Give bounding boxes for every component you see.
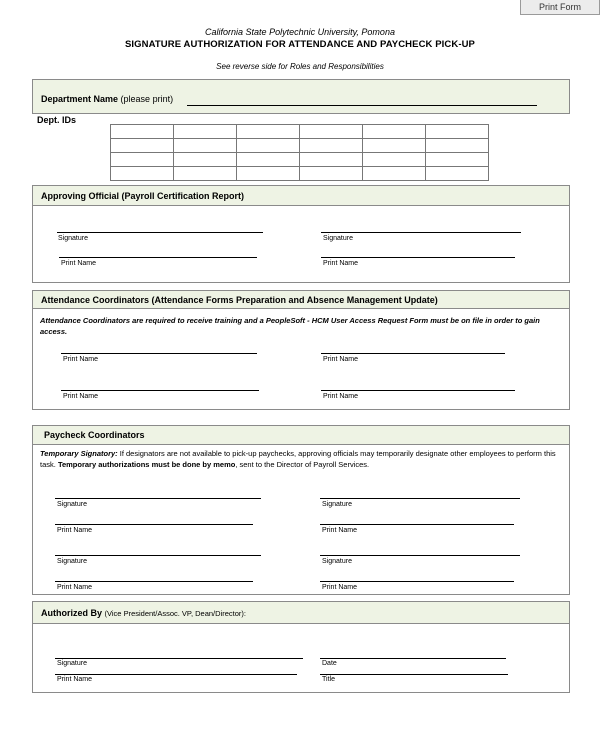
approving-official-section [32, 185, 570, 283]
paycheck-coordinators-section [32, 425, 570, 595]
authorized-date-field[interactable] [320, 658, 506, 659]
approving-signature-2-field[interactable] [321, 232, 521, 233]
attendance-coordinators-header: Attendance Coordinators (Attendance Forms Preparation and Absence Management Update) [33, 291, 569, 309]
authorized-by-header [33, 602, 569, 624]
paycheck-print-name-4-field[interactable] [320, 581, 514, 582]
university-name: California State Polytechnic University, Pomona [205, 27, 395, 37]
print-name-label: Print Name [322, 527, 358, 534]
paycheck-note [40, 448, 565, 470]
authorized-by-hint: (Vice President/Assoc. VP, Dean/Director): [104, 609, 246, 618]
attendance-print-name-4-field[interactable] [321, 390, 515, 391]
signature-label: Signature [57, 558, 87, 565]
title-label: Title [322, 676, 335, 683]
approving-print-name-1-field[interactable] [59, 257, 257, 258]
form-title: SIGNATURE AUTHORIZATION FOR ATTENDANCE AND PAYCHECK PICK-UP [124, 39, 475, 50]
form-subtitle: See reverse side for Roles and Responsibilities [216, 62, 384, 71]
print-form-button[interactable]: Print Form [520, 0, 600, 15]
department-label: Department Name [41, 94, 119, 104]
approving-print-name-2-field[interactable] [321, 257, 515, 258]
print-name-label: Print Name [63, 393, 99, 400]
paycheck-note-bold: Temporary authorizations must be done by memo [57, 460, 236, 469]
signature-label: Signature [57, 501, 87, 508]
paycheck-signature-3-field[interactable] [55, 555, 261, 556]
department-section [32, 79, 570, 114]
signature-label: Signature [322, 558, 352, 565]
print-name-label: Print Name [57, 584, 93, 591]
signature-label: Signature [323, 235, 353, 242]
approving-signature-1-field[interactable] [57, 232, 263, 233]
authorized-title-field[interactable] [320, 674, 508, 675]
print-name-label: Print Name [322, 584, 358, 591]
paycheck-print-name-2-field[interactable] [320, 524, 514, 525]
department-name-field[interactable] [187, 105, 537, 106]
print-name-label: Print Name [57, 527, 93, 534]
attendance-coordinators-section [32, 290, 570, 410]
paycheck-signature-2-field[interactable] [320, 498, 520, 499]
authorized-print-name-field[interactable] [55, 674, 297, 675]
department-hint: (please print) [120, 94, 174, 104]
paycheck-print-name-1-field[interactable] [55, 524, 253, 525]
signature-label: Signature [57, 660, 87, 667]
date-label: Date [322, 660, 337, 667]
print-name-label: Print Name [63, 356, 99, 363]
authorized-signature-field[interactable] [55, 658, 303, 659]
paycheck-coordinators-header: Paycheck Coordinators [33, 426, 569, 445]
attendance-print-name-3-field[interactable] [61, 390, 259, 391]
print-name-label: Print Name [323, 356, 359, 363]
print-name-label: Print Name [323, 393, 359, 400]
paycheck-signature-4-field[interactable] [320, 555, 520, 556]
dept-ids-label: Dept. IDs [37, 115, 77, 125]
paycheck-print-name-3-field[interactable] [55, 581, 253, 582]
signature-label: Signature [58, 235, 88, 242]
approving-official-header: Approving Official (Payroll Certification Report) [33, 186, 569, 206]
attendance-print-name-2-field[interactable] [321, 353, 505, 354]
temporary-signatory-label: Temporary Signatory: [40, 449, 118, 458]
paycheck-note-text-2: , sent to the Director of Payroll Services. [235, 460, 370, 469]
paycheck-signature-1-field[interactable] [55, 498, 261, 499]
signature-label: Signature [322, 501, 352, 508]
print-name-label: Print Name [61, 260, 97, 267]
print-name-label: Print Name [57, 676, 93, 683]
paycheck-note-text-1: If designators are not available to pick-up paychecks, approving officials may temporarily designate other employees to perform this task. [40, 449, 556, 469]
authorized-by-title: Authorized By [41, 608, 103, 618]
dept-ids-grid[interactable] [110, 124, 489, 181]
print-name-label: Print Name [323, 260, 359, 267]
authorized-by-section [32, 601, 570, 693]
attendance-note: Attendance Coordinators are required to receive training and a PeopleSoft - HCM User Access Request Form must be on file in order to gain access. [40, 316, 540, 336]
attendance-print-name-1-field[interactable] [61, 353, 257, 354]
